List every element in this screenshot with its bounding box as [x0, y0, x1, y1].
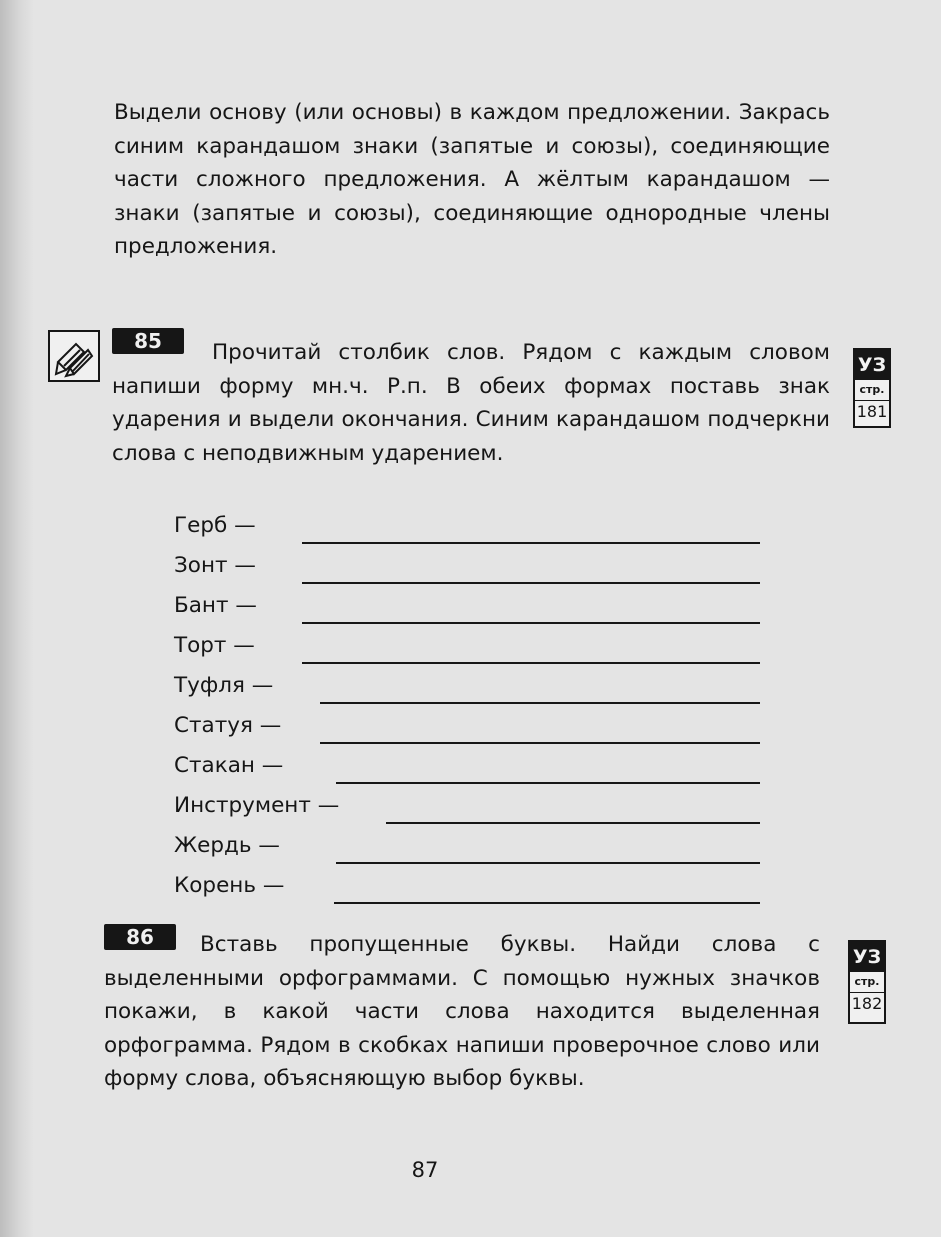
reference-page-number: 182	[851, 994, 883, 1013]
word-label: Статуя —	[174, 713, 282, 738]
answer-line[interactable]	[334, 902, 760, 904]
word-row	[174, 630, 760, 664]
reference-label: УЗ	[850, 942, 884, 972]
word-label: Стакан —	[174, 753, 284, 778]
word-label: Герб —	[174, 513, 256, 538]
reference-page-prefix: стр.	[859, 383, 885, 396]
word-row	[174, 750, 760, 784]
word-label: Туфля —	[174, 673, 274, 698]
answer-line[interactable]	[336, 862, 760, 864]
answer-line[interactable]	[302, 622, 760, 624]
exercise-86-text: Вставь пропущенные буквы. Найди слова с выделенными орфограммами. С помощью нужных значков покажи, в какой части слова находится выделенная орфограмма. Рядом в скобках напиши проверочное слово или форму слова, объясняющую выбор буквы.	[104, 932, 820, 1092]
word-row	[174, 670, 760, 704]
word-row	[174, 830, 760, 864]
word-label: Инструмент —	[174, 793, 340, 818]
page-number: 87	[411, 1158, 439, 1182]
answer-line[interactable]	[336, 782, 760, 784]
answer-line[interactable]	[386, 822, 760, 824]
word-row	[174, 870, 760, 904]
page-binding-shadow	[0, 0, 34, 1237]
pencils-icon	[48, 330, 100, 382]
word-label: Бант —	[174, 593, 257, 618]
word-label: Торт —	[174, 633, 255, 658]
exercise-85-number: 85	[112, 328, 184, 354]
reference-label: УЗ	[855, 350, 889, 380]
exercise-86-number: 86	[104, 924, 176, 950]
word-row	[174, 510, 760, 544]
answer-line[interactable]	[302, 662, 760, 664]
answer-line[interactable]	[302, 582, 760, 584]
exercise-85-instruction	[112, 336, 830, 470]
word-label: Зонт —	[174, 553, 256, 578]
answer-line[interactable]	[302, 542, 760, 544]
word-row	[174, 590, 760, 624]
textbook-reference-181	[853, 348, 891, 428]
word-row	[174, 790, 760, 824]
word-row	[174, 710, 760, 744]
word-label: Корень —	[174, 873, 285, 898]
reference-page-number: 181	[856, 402, 888, 421]
answer-line[interactable]	[320, 702, 760, 704]
word-label: Жердь —	[174, 833, 280, 858]
exercise-86-instruction	[104, 928, 820, 1096]
exercise-85-text: Прочитай столбик слов. Рядом с каждым словом напиши форму мн.ч. Р.п. В обеих формах поставь знак ударения и выдели окончания. Синим карандашом подчеркни слова с неподвижным ударением.	[112, 340, 830, 466]
textbook-reference-182	[848, 940, 886, 1024]
reference-page-prefix: стр.	[854, 975, 880, 988]
word-row	[174, 550, 760, 584]
intro-instruction: Выдели основу (или основы) в каждом предложении. Закрась синим карандашом знаки (запятые и союзы), соединяющие части сложного предложения. А жёлтым карандашом — знаки (запятые и союзы), соединяющие однородные члены предложения.	[114, 100, 830, 260]
answer-line[interactable]	[320, 742, 760, 744]
